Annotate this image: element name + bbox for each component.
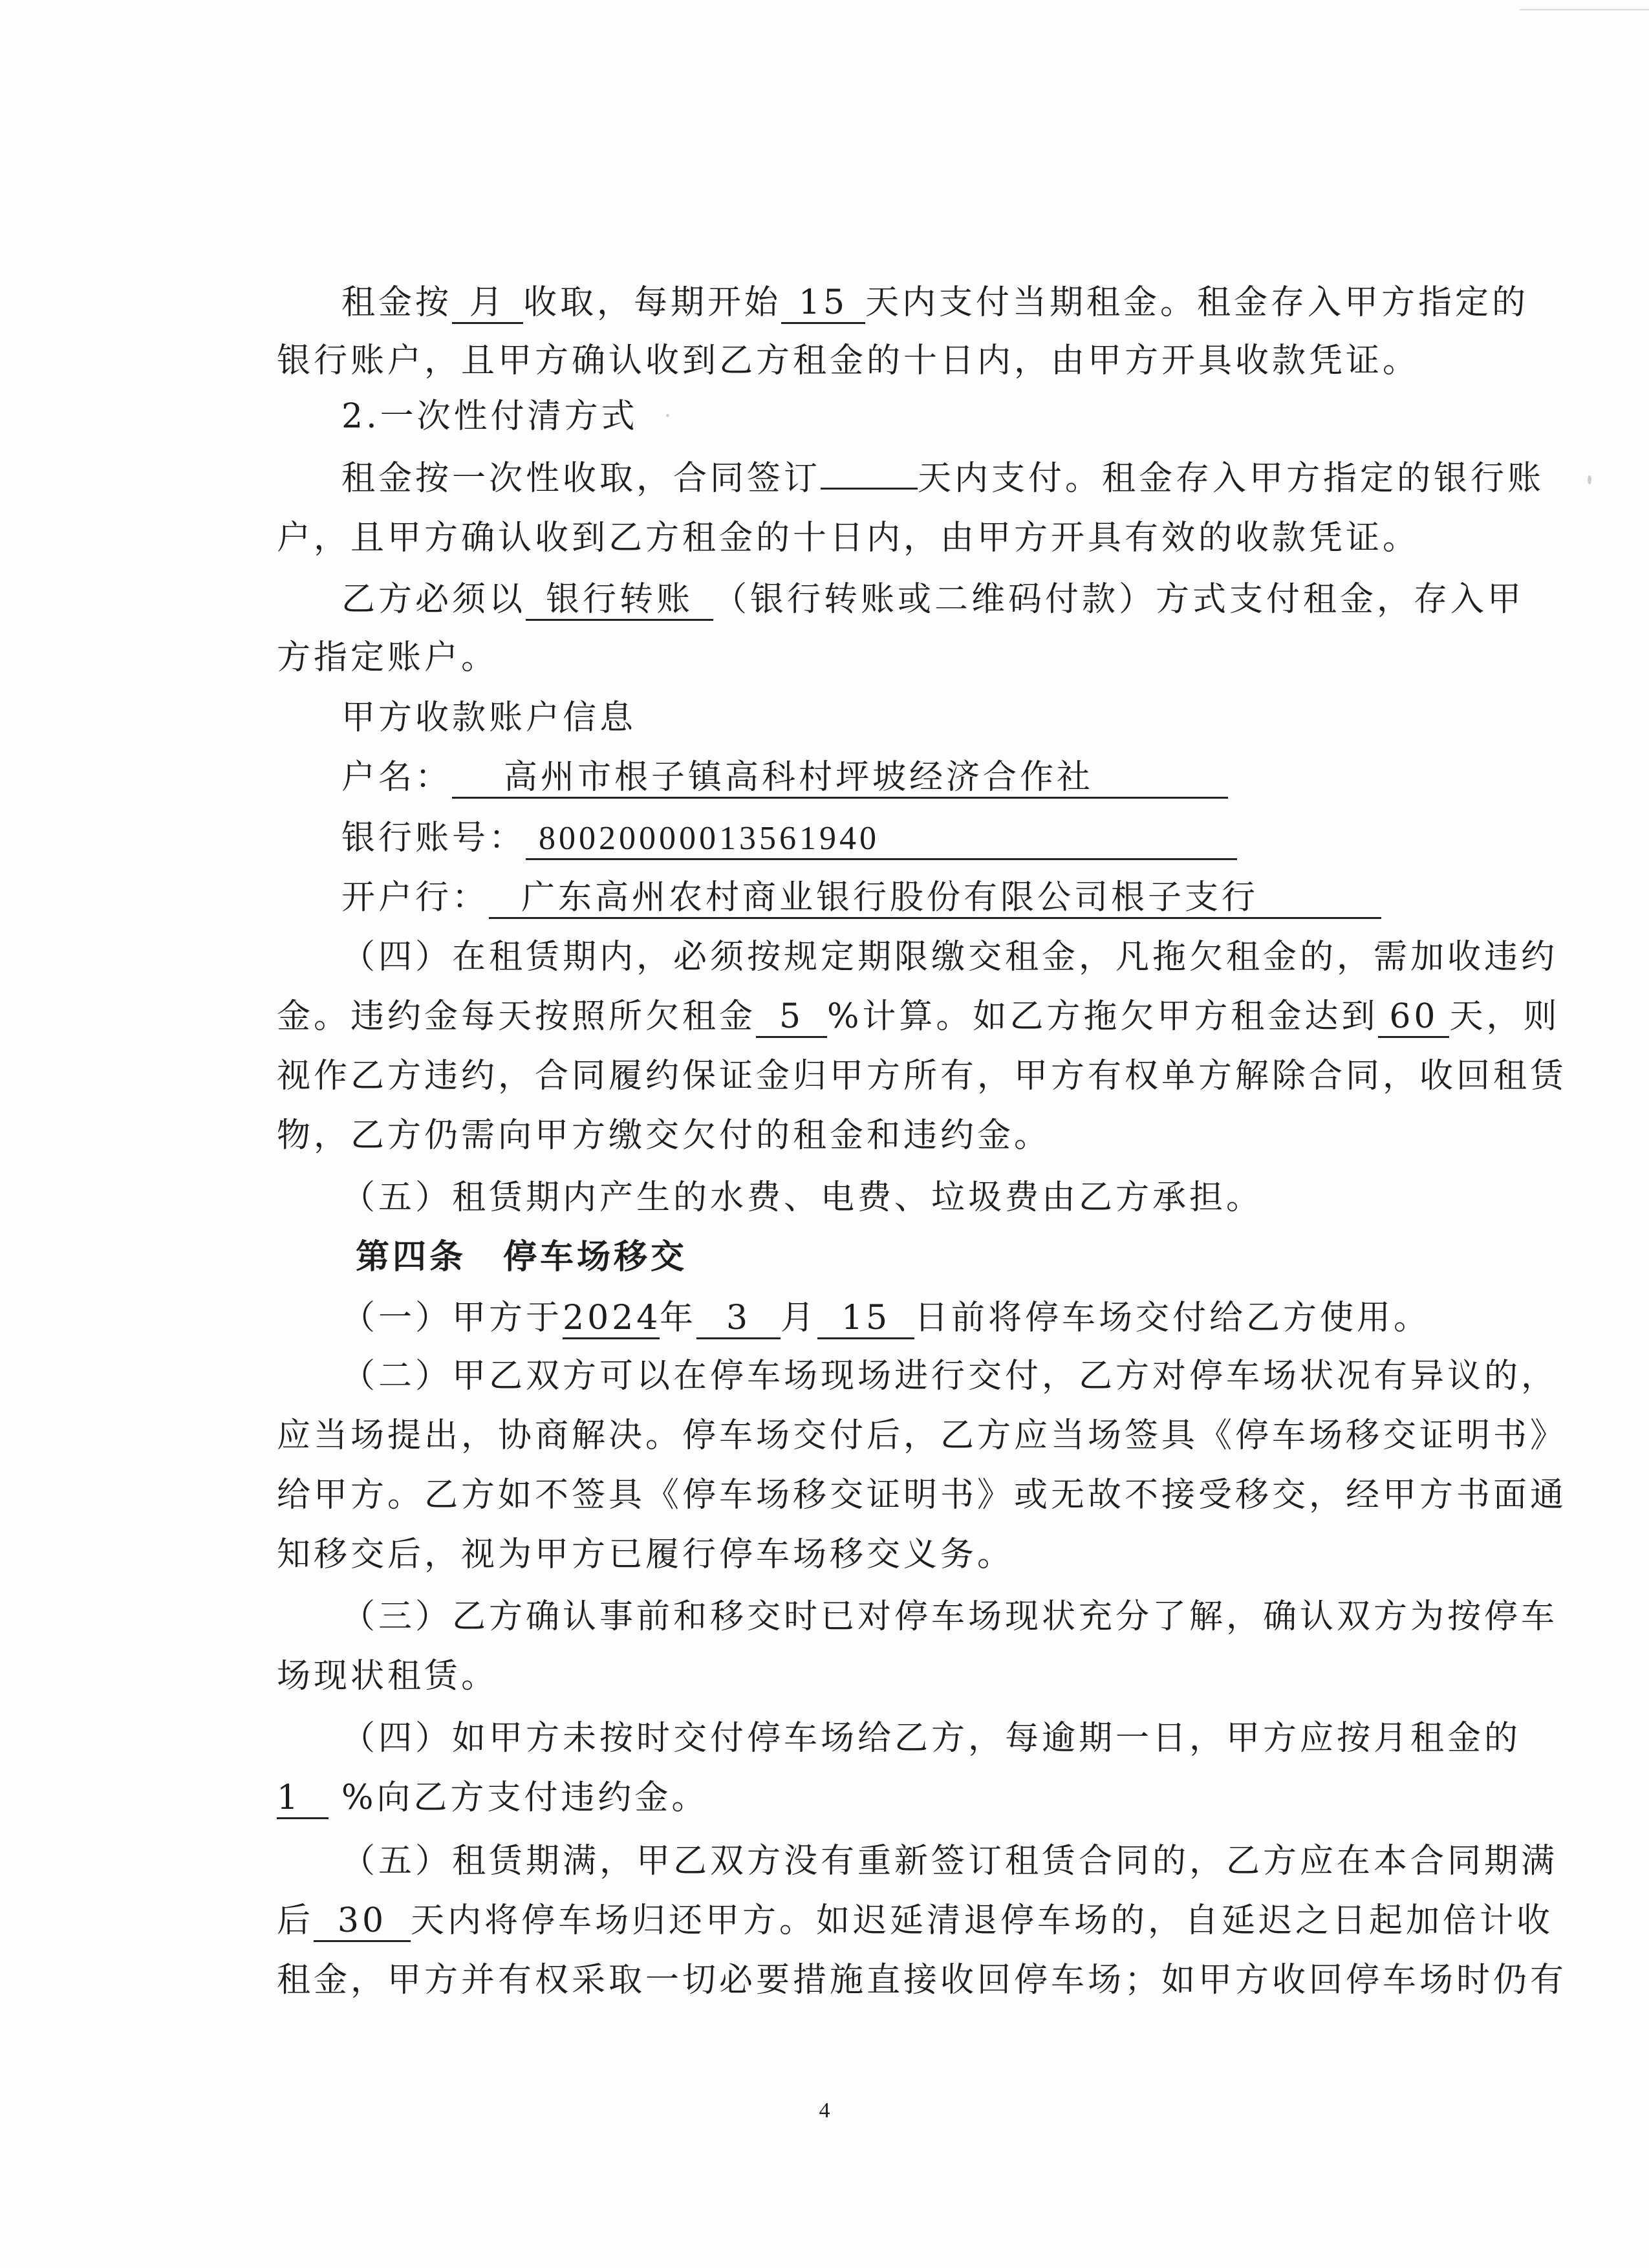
paragraph-line: 方指定账户。 bbox=[277, 638, 499, 677]
scan-speck bbox=[666, 414, 669, 417]
paragraph-line: 乙方必须以 银行转账 （银行转账或二维码付款）方式支付租金，存入甲 bbox=[341, 579, 1524, 621]
paragraph-line: 银行账户，且甲方确认收到乙方租金的十日内，由甲方开具收款凭证。 bbox=[277, 341, 1420, 380]
page-number: 4 bbox=[819, 2099, 830, 2122]
paragraph-line: 1 %向乙方支付违约金。 bbox=[277, 1777, 708, 1819]
paragraph-line: 租金，甲方并有权采取一切必要措施直接收回停车场；如甲方收回停车场时仍有 bbox=[277, 1961, 1568, 2000]
paragraph-line: 后 30 天内将停车场归还甲方。如迟延清退停车场的，自延迟之日起加倍计收 bbox=[277, 1900, 1553, 1942]
paragraph-line: （五）租赁期内产生的水费、电费、垃圾费由乙方承担。 bbox=[341, 1178, 1264, 1217]
bank-name: 广东高州农村商业银行股份有限公司根子支行 bbox=[489, 878, 1381, 919]
account-number: 80020000013561940 bbox=[526, 819, 1237, 860]
paragraph-line: 场现状租赁。 bbox=[277, 1657, 499, 1696]
paragraph-line: 户，且甲方确认收到乙方租金的十日内，由甲方开具有效的收款凭证。 bbox=[277, 519, 1420, 557]
paragraph-line: （三）乙方确认事前和移交时已对停车场现状充分了解，确认双方为按停车 bbox=[341, 1597, 1558, 1636]
paragraph-line: 租金按一次性收取，合同签订 天内支付。租金存入甲方指定的银行账 bbox=[341, 459, 1545, 498]
scan-edge-line bbox=[1520, 9, 1649, 10]
paragraph-line: 视作乙方违约，合同履约保证金归甲方所有，甲方有权单方解除合同，收回租赁 bbox=[277, 1057, 1568, 1096]
paragraph-line: 金。违约金每天按照所欠租金 5 %计算。如乙方拖欠甲方租金达到 60 天，则 bbox=[277, 996, 1560, 1038]
paragraph-line: （一）甲方于2024年 3 月 15 日前将停车场交付给乙方使用。 bbox=[341, 1297, 1430, 1339]
account-name: 高州市根子镇高科村坪坡经济合作社 bbox=[452, 758, 1228, 799]
account-info-heading: 甲方收款账户信息 bbox=[341, 698, 637, 737]
article-heading: 第四条 停车场移交 bbox=[356, 1237, 688, 1277]
account-name-row: 户名： 高州市根子镇高科村坪坡经济合作社 bbox=[341, 757, 1228, 799]
scan-speck bbox=[1588, 475, 1591, 484]
account-number-row: 银行账号： 80020000013561940 bbox=[341, 817, 1237, 860]
paragraph-line: （二）甲乙双方可以在停车场现场进行交付，乙方对停车场状况有异议的， bbox=[341, 1357, 1558, 1396]
paragraph-line: （四）如甲方未按时交付停车场给乙方，每逾期一日，甲方应按月租金的 bbox=[341, 1719, 1522, 1758]
paragraph-line: 给甲方。乙方如不签具《停车场移交证明书》或无故不接受移交，经甲方书面通 bbox=[277, 1476, 1568, 1515]
bank-row: 开户行： 广东高州农村商业银行股份有限公司根子支行 bbox=[341, 877, 1381, 919]
paragraph-line: 应当场提出，协商解决。停车场交付后，乙方应当场签具《停车场移交证明书》 bbox=[277, 1416, 1568, 1455]
section-heading: 2.一次性付清方式 bbox=[341, 397, 638, 436]
paragraph-line: （五）租赁期满，甲乙双方没有重新签订租赁合同的，乙方应在本合同期满 bbox=[341, 1842, 1558, 1881]
paragraph-line: （四）在租赁期内，必须按规定期限缴交租金，凡拖欠租金的，需加收违约 bbox=[341, 938, 1558, 977]
paragraph-line: 知移交后，视为甲方已履行停车场移交义务。 bbox=[277, 1535, 1015, 1574]
paragraph-line: 租金按 月 收取，每期开始 15 天内支付当期租金。租金存入甲方指定的 bbox=[341, 282, 1529, 324]
paragraph-line: 物，乙方仍需向甲方缴交欠付的租金和违约金。 bbox=[277, 1116, 1051, 1155]
